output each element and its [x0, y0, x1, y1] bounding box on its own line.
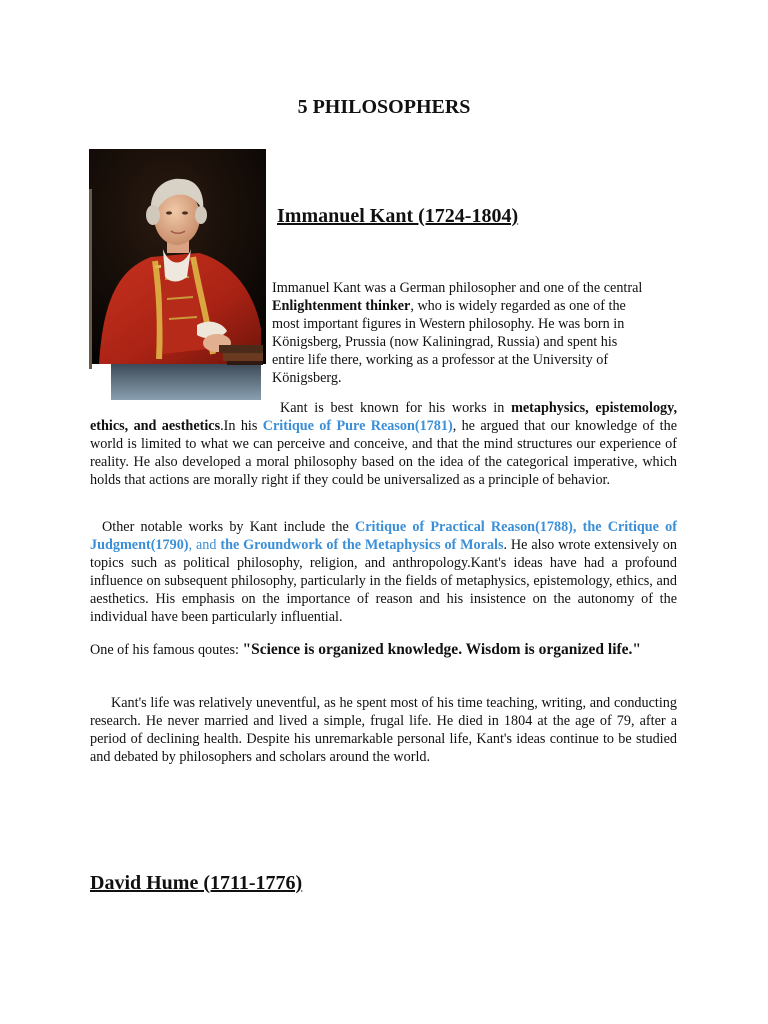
- critique-pure-reason-link[interactable]: Critique of Pure Reason(1781): [262, 418, 453, 434]
- other-text: . He also wrote extensively on topics such as political philosophy, religion, and anthropology.Kant's ideas have had a profound influence on subsequent philosophy, particularly in the fields of metaphysics, epistemology, ethics, and aesthetics. His emphasis on the importance of reason and his insistence on the autonomy of the individual have been particularly influential.: [90, 537, 677, 625]
- intro-line: Königsberg, Prussia (now Kaliningrad, Russia) and spent his: [272, 334, 618, 350]
- enlightenment-term: Enlightenment thinker: [272, 298, 411, 314]
- intro-text: , who is widely regarded as one of the: [410, 298, 626, 314]
- page-title: 5 PHILOSOPHERS: [297, 96, 471, 118]
- kant-intro-paragraph: [272, 279, 678, 387]
- other-text: Other notable works by Kant include the: [102, 519, 355, 535]
- quote-intro: One of his famous qoutes:: [90, 642, 243, 658]
- intro-line: [272, 297, 678, 315]
- works-text: .In his: [220, 418, 263, 434]
- kant-works-paragraph: [90, 399, 677, 489]
- works-text: , he argued that our knowledge of the world is limited to what we can perceive and conceive, and that the mind structures our experience of reality. He also developed a moral philosophy based on the idea of the categorical imperative, which holds that actions are morally right if they could be universalized as a principle of behavior.: [90, 418, 677, 488]
- groundwork-link[interactable]: the Groundwork of the Metaphysics of Morals: [220, 537, 504, 553]
- hume-heading: David Hume (1711-1776): [90, 872, 303, 894]
- other-and: , and: [188, 537, 221, 553]
- intro-line: Königsberg.: [272, 370, 342, 386]
- works-fields: metaphysics, epistemology, ethics, and aesthetics: [90, 400, 677, 434]
- works-text: Kant is best known for his works in: [280, 400, 512, 416]
- intro-line: entire life there, working as a professor at the University of: [272, 352, 609, 368]
- critiques-link[interactable]: Critique of Practical Reason(1788), the Critique of Judgment(1790): [90, 519, 677, 553]
- kant-heading: Immanuel Kant (1724-1804): [277, 205, 519, 227]
- intro-line: most important figures in Western philosophy. He was born in: [272, 316, 625, 332]
- portrait-image: [89, 149, 266, 400]
- kant-other-works-paragraph: [90, 518, 677, 626]
- intro-line: Immanuel Kant was a German philosopher and one of the central: [272, 280, 643, 296]
- kant-life-paragraph: Kant's life was relatively uneventful, as he spent most of his time teaching, writing, and conducting research. He never married and lived a simple, frugal life. He died in 1804 at the age of 79, after a period of declining health. Despite his unremarkable personal life, Kant's ideas continue to be studied and debated by philosophers and scholars around the world.: [90, 695, 677, 765]
- quote-text: "Science is organized knowledge. Wisdom is organized life.": [242, 641, 642, 658]
- kant-quote-paragraph: [90, 641, 677, 659]
